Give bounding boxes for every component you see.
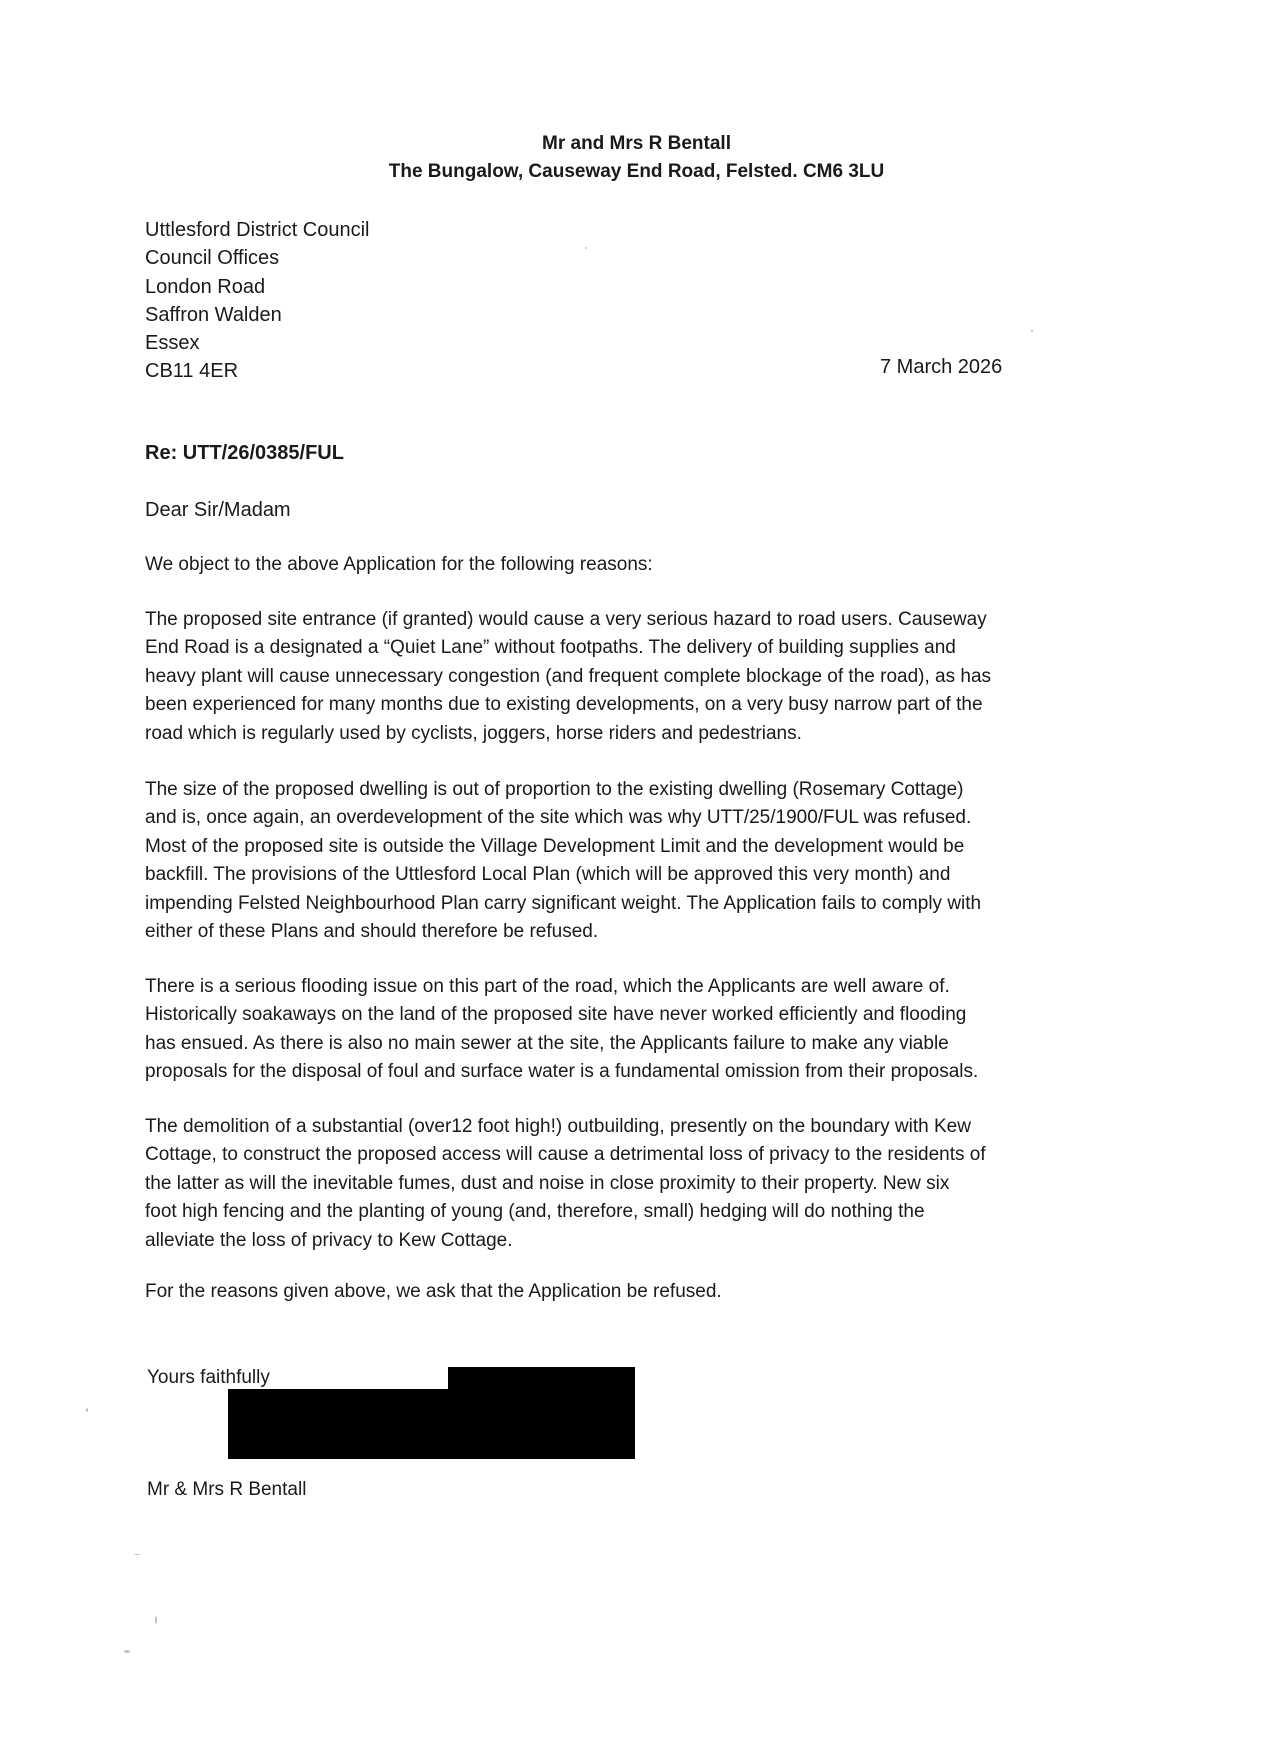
recipient-address: [145, 216, 370, 386]
paragraph-line: proposals for the disposal of foul and surface water is a fundamental omission from their proposals.: [145, 1061, 979, 1083]
paragraph-line: foot high fencing and the planting of young (and, therefore, small) hedging will do nothing the: [145, 1201, 925, 1223]
paragraph-line: backfill. The provisions of the Uttlesford Local Plan (which will be approved this very month) and: [145, 864, 951, 886]
paragraph-line: There is a serious flooding issue on this part of the road, which the Applicants are well aware of.: [145, 976, 950, 997]
signoff: Yours faithfully: [147, 1367, 270, 1388]
closing-paragraph: For the reasons given above, we ask that the Application be refused.: [145, 1281, 722, 1302]
recipient-line: Saffron Walden: [145, 303, 282, 326]
recipient-line: Council Offices: [145, 247, 280, 270]
signature-redaction-block: [228, 1389, 635, 1459]
paragraph-line: either of these Plans and should therefore be refused.: [145, 921, 599, 943]
paragraph-line: The size of the proposed dwelling is out of proportion to the existing dwelling (Rosemary Cottage): [145, 779, 964, 800]
signature-name: Mr & Mrs R Bentall: [147, 1479, 307, 1500]
paragraph-line: and is, once again, an overdevelopment of the site which was why UTT/25/1900/FUL was refused.: [145, 807, 972, 829]
scan-speck: [155, 1616, 157, 1624]
scan-speck: [1031, 330, 1033, 332]
salutation: Dear Sir/Madam: [145, 499, 291, 521]
paragraph-line: road which is regularly used by cyclists, joggers, horse riders and pedestrians.: [145, 722, 802, 744]
objection-paragraph-4: [145, 1113, 1095, 1255]
paragraph-line: The proposed site entrance (if granted) would cause a very serious hazard to road users. Causeway: [145, 609, 987, 630]
scan-speck: [86, 1408, 88, 1412]
paragraph-line: been experienced for many months due to existing developments, on a very busy narrow part of the: [145, 694, 983, 716]
paragraph-line: heavy plant will cause unnecessary congestion (and frequent complete blockage of the road), as has: [145, 665, 992, 687]
paragraph-line: alleviate the loss of privacy to Kew Cottage.: [145, 1229, 513, 1251]
paragraph-line: the latter as will the inevitable fumes, dust and noise in close proximity to their property. New six: [145, 1172, 950, 1194]
letter-date: 7 March 2026: [880, 356, 1003, 378]
paragraph-line: Historically soakaways on the land of the proposed site have never worked efficiently and flooding: [145, 1004, 967, 1026]
paragraph-line: End Road is a designated a “Quiet Lane” without footpaths. The delivery of building supplies and: [145, 637, 956, 659]
recipient-line: Uttlesford District Council: [145, 219, 370, 241]
paragraph-line: Most of the proposed site is outside the Village Development Limit and the development would be: [145, 835, 965, 857]
scan-speck: [134, 1554, 140, 1555]
sender-address: The Bungalow, Causeway End Road, Felsted. CM6 3LU: [388, 161, 885, 182]
sender-name: Mr and Mrs R Bentall: [542, 133, 731, 154]
recipient-line: London Road: [145, 275, 266, 298]
paragraph-line: has ensued. As there is also no main sewer at the site, the Applicants failure to make any viable: [145, 1032, 949, 1054]
scan-speck: [585, 247, 587, 249]
paragraph-line: Cottage, to construct the proposed access will cause a detrimental loss of privacy to the residents of: [145, 1144, 986, 1166]
objection-paragraph-2: [145, 776, 1095, 946]
reference-line: Re: UTT/26/0385/FUL: [145, 442, 344, 464]
recipient-line: CB11 4ER: [145, 360, 239, 383]
paragraph-line: The demolition of a substantial (over12 foot high!) outbuilding, presently on the boundary with Kew: [145, 1116, 971, 1137]
objection-paragraph-3: [145, 973, 1095, 1087]
paragraph-line: impending Felsted Neighbourhood Plan carry significant weight. The Application fails to comply with: [145, 892, 982, 914]
objection-paragraph-1: [145, 606, 1095, 748]
intro-paragraph: We object to the above Application for the following reasons:: [145, 554, 653, 575]
sender-header: [0, 130, 1273, 186]
recipient-line: Essex: [145, 332, 200, 355]
scan-speck: [124, 1650, 130, 1653]
signature-redaction-top: [448, 1367, 635, 1389]
